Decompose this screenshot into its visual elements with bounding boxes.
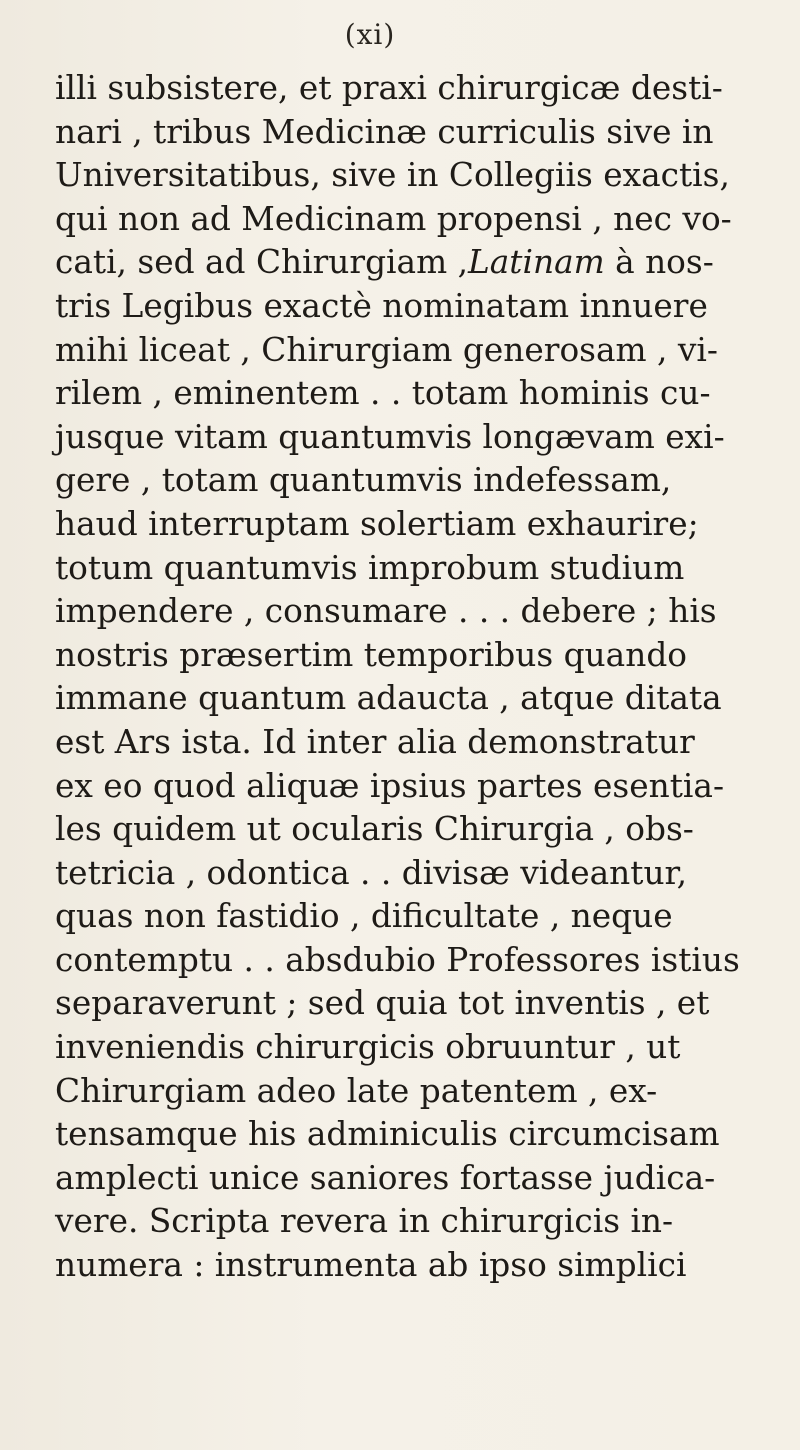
text-line: amplecti unice saniores fortasse judica- xyxy=(55,1157,716,1197)
text-line: totum quantumvis improbum studium xyxy=(55,547,685,587)
body-text xyxy=(55,66,795,1287)
text-line: mihi liceat , Chirurgiam generosam , vi- xyxy=(55,329,718,369)
text-line: illi subsistere, et praxi chirurgicæ desti- xyxy=(55,68,723,107)
text-segment: cati, sed ad Chirurgiam , xyxy=(55,242,469,282)
text-line: immane quantum adaucta , atque ditata xyxy=(55,678,722,718)
text-line: qui non ad Medicinam propensi , nec vo- xyxy=(55,198,732,238)
text-line: ex eo quod aliquæ ipsius partes esentia- xyxy=(55,765,725,805)
text-line: les quidem ut ocularis Chirurgia , obs- xyxy=(55,809,694,849)
text-line: quas non fastidio , dificultate , neque xyxy=(55,896,673,936)
text-line: rilem , eminentem . . totam hominis cu- xyxy=(55,373,711,413)
text-line: tensamque his adminiculis circumcisam xyxy=(55,1114,720,1154)
text-line: tetricia , odontica . . divisæ videantur, xyxy=(55,852,688,892)
text-line: nari , tribus Medicinæ curriculis sive in xyxy=(55,111,714,151)
text-line: numera : instrumenta ab ipso simplici xyxy=(55,1245,687,1285)
text-line: jusque vitam quantumvis longævam exi- xyxy=(55,416,725,456)
text-line: inveniendis chirurgicis obruuntur , ut xyxy=(55,1027,681,1067)
text-segment: à nos- xyxy=(604,242,714,282)
text-line: haud interruptam solertiam exhaurire; xyxy=(55,503,699,543)
text-line: Universitatibus, sive in Collegiis exactis, xyxy=(55,155,730,195)
text-line: tris Legibus exactè nominatam innuere xyxy=(55,285,708,325)
page-number: (xi) xyxy=(344,18,396,51)
text-line: nostris præsertim temporibus quando xyxy=(55,634,688,674)
italic-word: Latinam xyxy=(468,242,605,282)
page-number-header xyxy=(0,18,800,51)
text-line: impendere , consumare . . . debere ; his xyxy=(55,591,717,631)
text-line: vere. Scripta revera in chirurgicis in- xyxy=(55,1201,674,1241)
text-line: contemptu . . absdubio Professores istius xyxy=(55,939,740,979)
text-line: separaverunt ; sed quia tot inventis , et xyxy=(55,983,710,1023)
text-line: Chirurgiam adeo late patentem , ex- xyxy=(55,1070,658,1110)
text-line: est Ars ista. Id inter alia demonstratur xyxy=(55,721,695,761)
text-line xyxy=(55,240,790,284)
text-line: gere , totam quantumvis indefessam, xyxy=(55,460,672,500)
